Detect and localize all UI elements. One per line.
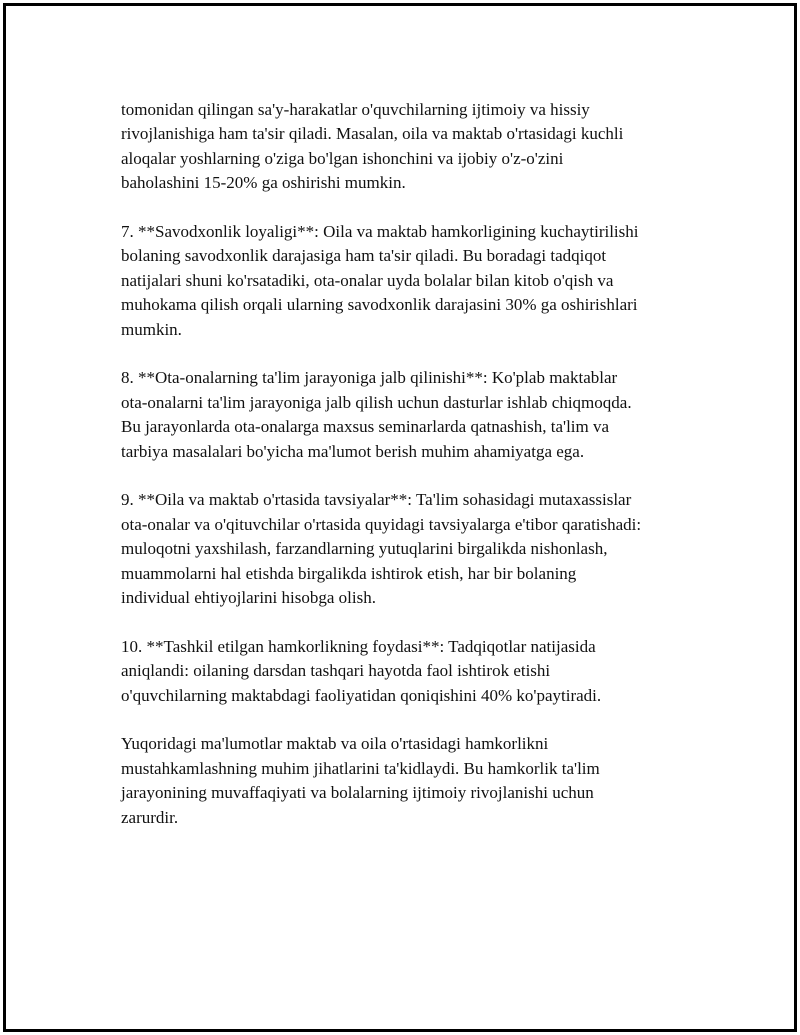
page-frame (3, 3, 797, 1032)
text-line: rivojlanishiga ham ta'sir qiladi. Masalan, oila va maktab o'rtasidagi kuchli (121, 124, 624, 144)
text-line: individual ehtiyojlarini hisobga olish. (121, 588, 376, 608)
text-line: 9. **Oila va maktab o'rtasida tavsiyalar**: Ta'lim sohasidagi mutaxassislar (121, 490, 632, 510)
text-line: tarbiya masalalari bo'yicha ma'lumot berish muhim ahamiyatga ega. (121, 441, 585, 461)
text-line: muloqotni yaxshilash, farzandlarning yutuqlarini birgalikda nishonlash, (121, 539, 608, 559)
text-line: baholashini 15-20% ga oshirishi mumkin. (121, 173, 406, 193)
text-line: muhokama qilish orqali ularning savodxonlik darajasini 30% ga oshirishlari (121, 295, 638, 315)
text-line: aniqlandi: oilaning darsdan tashqari hayotda faol ishtirok etishi (121, 661, 551, 681)
text-line: muammolarni hal etishda birgalikda ishtirok etish, har bir bolaning (121, 563, 577, 583)
paragraph-conclusion (121, 732, 706, 830)
paragraph-item-10 (121, 635, 706, 708)
text-line: o'quvchilarning maktabdagi faoliyatidan qoniqishini 40% ko'paytiradi. (121, 685, 602, 705)
text-line: Bu jarayonlarda ota-onalarga maxsus seminarlarda qatnashish, ta'lim va (121, 417, 610, 437)
paragraph-item-7 (121, 220, 706, 342)
text-line: ota-onalar va o'qituvchilar o'rtasida quyidagi tavsiyalarga e'tibor qaratishadi: (121, 514, 642, 534)
text-line: natijalari shuni ko'rsatadiki, ota-onalar uyda bolalar bilan kitob o'qish va (121, 270, 614, 290)
text-line: aloqalar yoshlarning o'ziga bo'lgan ishonchini va ijobiy o'z-o'zini (121, 148, 564, 168)
text-line: 7. **Savodxonlik loyaligi**: Oila va maktab hamkorligining kuchaytirilishi (121, 222, 639, 242)
text-line: tomonidan qilingan sa'y-harakatlar o'quvchilarning ijtimoiy va hissiy (121, 100, 590, 119)
text-line: jarayonining muvaffaqiyati va bolalarning ijtimoiy rivojlanishi uchun (121, 783, 594, 803)
text-line: Yuqoridagi ma'lumotlar maktab va oila o'rtasidagi hamkorlikni (121, 734, 549, 754)
document-body (121, 98, 706, 855)
text-line: mumkin. (121, 319, 182, 339)
text-line: 8. **Ota-onalarning ta'lim jarayoniga jalb qilinishi**: Ko'plab maktablar (121, 368, 618, 388)
text-line: zarurdir. (121, 807, 179, 827)
text-line: bolaning savodxonlik darajasiga ham ta'sir qiladi. Bu boradagi tadqiqot (121, 246, 607, 266)
text-line: mustahkamlashning muhim jihatlarini ta'kidlaydi. Bu hamkorlik ta'lim (121, 758, 600, 778)
paragraph-continuation (121, 98, 706, 196)
paragraph-item-8 (121, 366, 706, 464)
text-line: ota-onalarni ta'lim jarayoniga jalb qilish uchun dasturlar ishlab chiqmoqda. (121, 392, 632, 412)
paragraph-item-9 (121, 488, 706, 610)
text-line: 10. **Tashkil etilgan hamkorlikning foydasi**: Tadqiqotlar natijasida (121, 636, 596, 656)
